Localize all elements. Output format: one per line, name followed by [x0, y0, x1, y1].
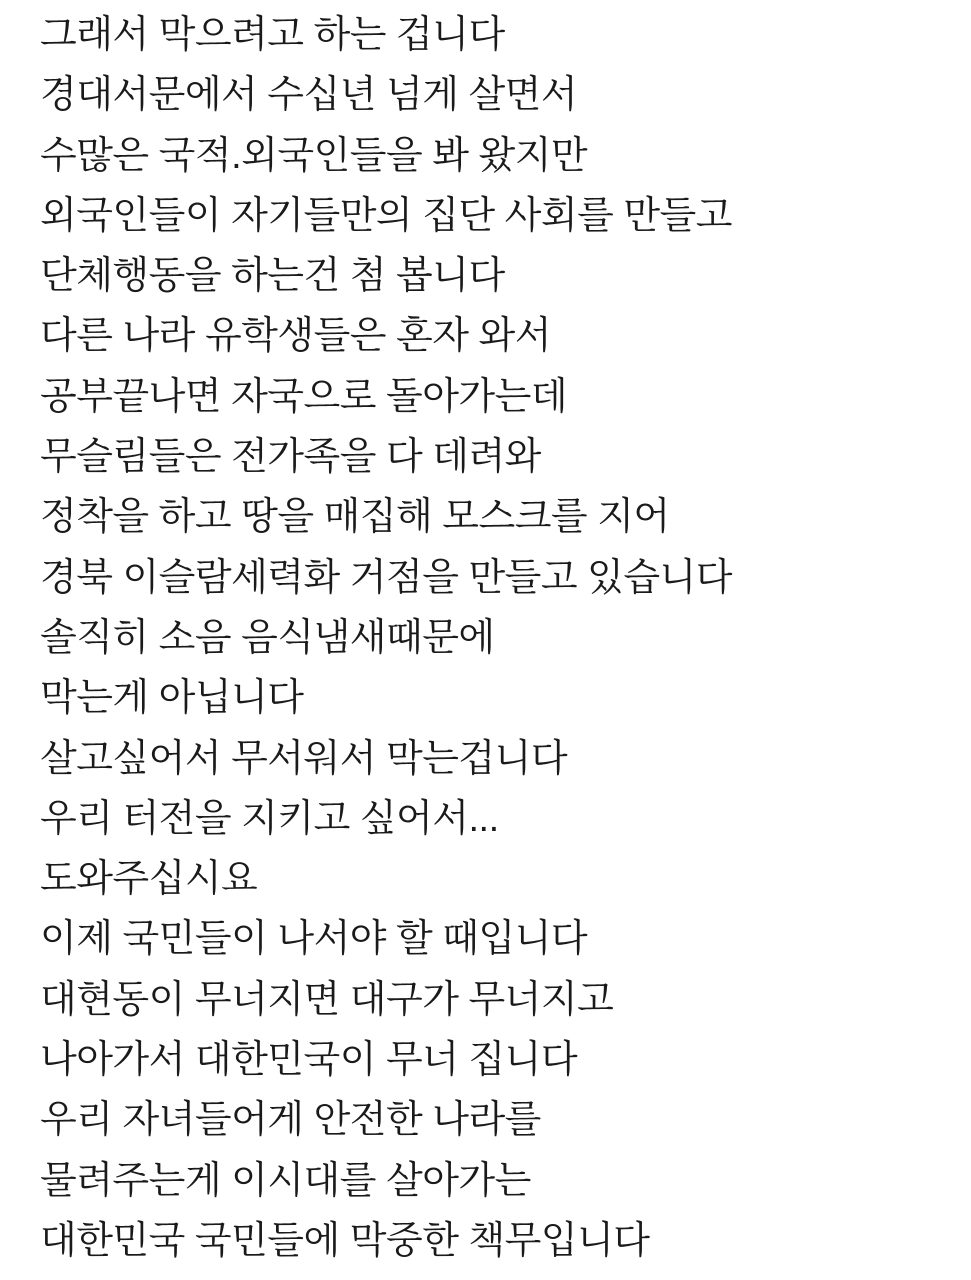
text-line: 정착을 하고 땅을 매집해 모스크를 지어 — [40, 496, 670, 539]
text-line: 물려주는게 이시대를 살아가는 — [40, 1159, 531, 1202]
text-line: 대현동이 무너지면 대구가 무너지고 — [40, 978, 614, 1021]
text-line: 살고싶어서 무서워서 막는겁니다 — [40, 737, 568, 780]
text-line: 도와주십시요 — [40, 858, 258, 901]
text-line: 공부끝나면 자국으로 돌아가는데 — [40, 375, 568, 418]
text-line: 이제 국민들이 나서야 할 때입니다 — [40, 918, 588, 961]
text-line: 무슬림들은 전가족을 다 데려와 — [40, 436, 541, 479]
text-line: 우리 자녀들어게 안전한 나라를 — [40, 1099, 541, 1142]
text-line: 솔직히 소음 음식냄새때문에 — [40, 616, 495, 659]
text-line: 경북 이슬람세력화 거점을 만들고 있습니다 — [40, 556, 732, 599]
text-line: 외국인들이 자기들만의 집단 사회를 만들고 — [40, 194, 732, 237]
text-line: 그래서 막으려고 하는 겁니다 — [40, 14, 505, 56]
text-line: 수많은 국적.외국인들을 봐 왔지만 — [40, 134, 588, 177]
text-line: 대한민국 국민들에 막중한 책무입니다 — [40, 1219, 650, 1262]
text-line: 우리 터전을 지키고 싶어서... — [40, 797, 499, 840]
text-line: 나아가서 대한민국이 무너 집니다 — [40, 1039, 578, 1082]
text-line: 다른 나라 유학생들은 혼자 와서 — [40, 315, 551, 358]
text-line: 막는게 아닙니다 — [40, 677, 304, 720]
text-line: 단체행동을 하는건 첨 봅니다 — [40, 255, 505, 298]
text-line: 경대서문에서 수십년 넘게 살면서 — [40, 74, 578, 117]
